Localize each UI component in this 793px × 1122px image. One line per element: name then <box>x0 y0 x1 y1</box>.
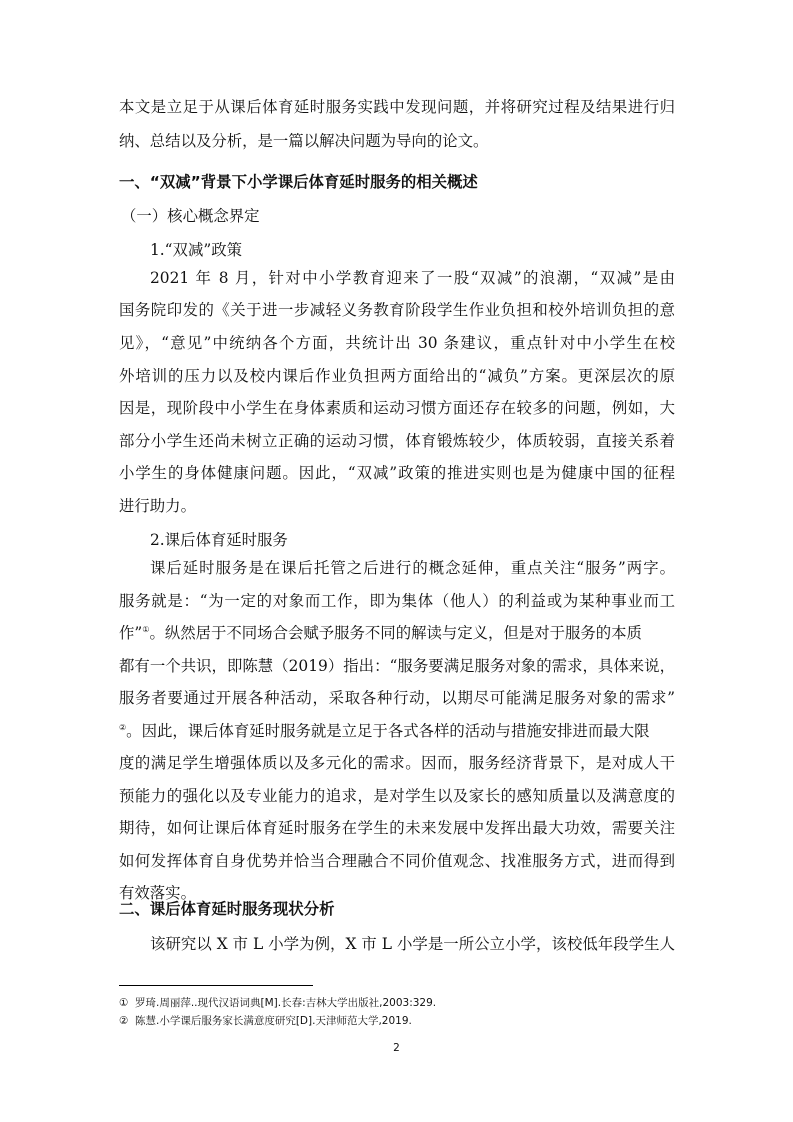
footnote-1-marker: ① <box>119 997 129 1009</box>
item-2-line-3-start: 作” <box>119 624 143 642</box>
item-2-line-6 <box>119 721 675 741</box>
item-2-line-9: 期待，如何让课后体育延时服务在学生的未来发展中发挥出最大功效，需要关注 <box>119 819 675 837</box>
item-1-heading: 1.“双减”政策 <box>150 241 242 259</box>
intro-line-1: 本文是立足于从课后体育延时服务实践中发现问题，并将研究过程及结果进行归 <box>119 98 675 116</box>
section-1-heading: 一、“双减”背景下小学课后体育延时服务的相关概述 <box>119 173 478 191</box>
page-number: 2 <box>393 1042 400 1054</box>
item-1-line-5: 因是，现阶段中小学生在身体素质和运动习惯方面还存在较多的问题，例如，大 <box>119 399 675 417</box>
footnote-2 <box>119 1014 412 1028</box>
item-2-line-11: 有效落实。 <box>119 884 196 902</box>
item-1-line-4: 外培训的压力以及校内课后作业负担两方面给出的“减负”方案。更深层次的原 <box>119 367 675 385</box>
item-1-line-1: 2021 年 8 月，针对中小学教育迎来了一股“双减”的浪潮，“双减”是由 <box>150 269 675 287</box>
footnote-ref-1[interactable]: ① <box>142 624 150 634</box>
item-2-line-3-end: 。纵然居于不同场合会赋予服务不同的解读与定义，但是对于服务的本质 <box>149 624 642 642</box>
footnote-separator <box>119 985 313 986</box>
item-2-line-2: 服务就是：“为一定的对象而工作，即为集体（他人）的利益或为某种事业而工 <box>119 592 675 610</box>
section-2-heading: 二、课后体育延时服务现状分析 <box>119 900 335 918</box>
subsection-1-heading: （一）核心概念界定 <box>121 207 260 225</box>
section-2-line-1: 该研究以 X 市 L 小学为例，X 市 L 小学是一所公立小学，该校低年段学生人 <box>150 935 675 953</box>
footnote-2-text: 陈慧.小学课后服务家长满意度研究[D].天津师范大学,2019. <box>135 1015 412 1027</box>
item-2-line-5: 服务者要通过开展各种活动，采取各种行动，以期尽可能满足服务对象的需求” <box>119 689 675 707</box>
item-2-line-7: 度的满足学生增强体质以及多元化的需求。因而，服务经济背景下，是对成人干 <box>119 754 675 772</box>
item-1-line-6: 部分小学生还尚未树立正确的运动习惯，体育锻炼较少，体质较弱，直接关系着 <box>119 432 675 450</box>
item-1-line-7: 小学生的身体健康问题。因此，“双减”政策的推进实则也是为健康中国的征程 <box>119 464 675 482</box>
item-1-line-8: 进行助力。 <box>119 497 196 515</box>
footnote-1-text: 罗琦.周丽萍..现代汉语词典[M].长春:吉林大学出版社,2003:329. <box>135 997 437 1009</box>
item-1-line-2: 国务院印发的《关于进一步减轻义务教育阶段学生作业负担和校外培训负担的意 <box>119 301 675 319</box>
item-2-heading: 2.课后体育延时服务 <box>150 531 288 549</box>
item-2-line-10: 如何发挥体育自身优势并恰当合理融合不同价值观念、找准服务方式，进而得到 <box>119 852 675 870</box>
item-2-line-4: 都有一个共识，即陈慧（2019）指出：“服务要满足服务对象的需求，具体来说， <box>119 657 675 675</box>
item-1-line-3: 见》，“意见”中统纳各个方面，共统计出 30 条建议，重点针对中小学生在校 <box>119 334 675 352</box>
item-2-line-3 <box>119 623 675 643</box>
item-2-line-6-text: 。因此，课后体育延时服务就是立足于各式各样的活动与措施安排进而最大限 <box>126 722 650 740</box>
footnote-1 <box>119 996 436 1010</box>
footnote-2-marker: ② <box>119 1015 129 1027</box>
item-2-line-1: 课后延时服务是在课后托管之后进行的概念延伸，重点关注“服务”两字。 <box>150 559 675 577</box>
item-2-line-8: 预能力的强化以及专业能力的追求，是对学生以及家长的感知质量以及满意度的 <box>119 787 675 805</box>
intro-line-2: 纳、总结以及分析，是一篇以解决问题为导向的论文。 <box>119 132 489 150</box>
footnote-ref-2[interactable]: ② <box>119 722 127 732</box>
